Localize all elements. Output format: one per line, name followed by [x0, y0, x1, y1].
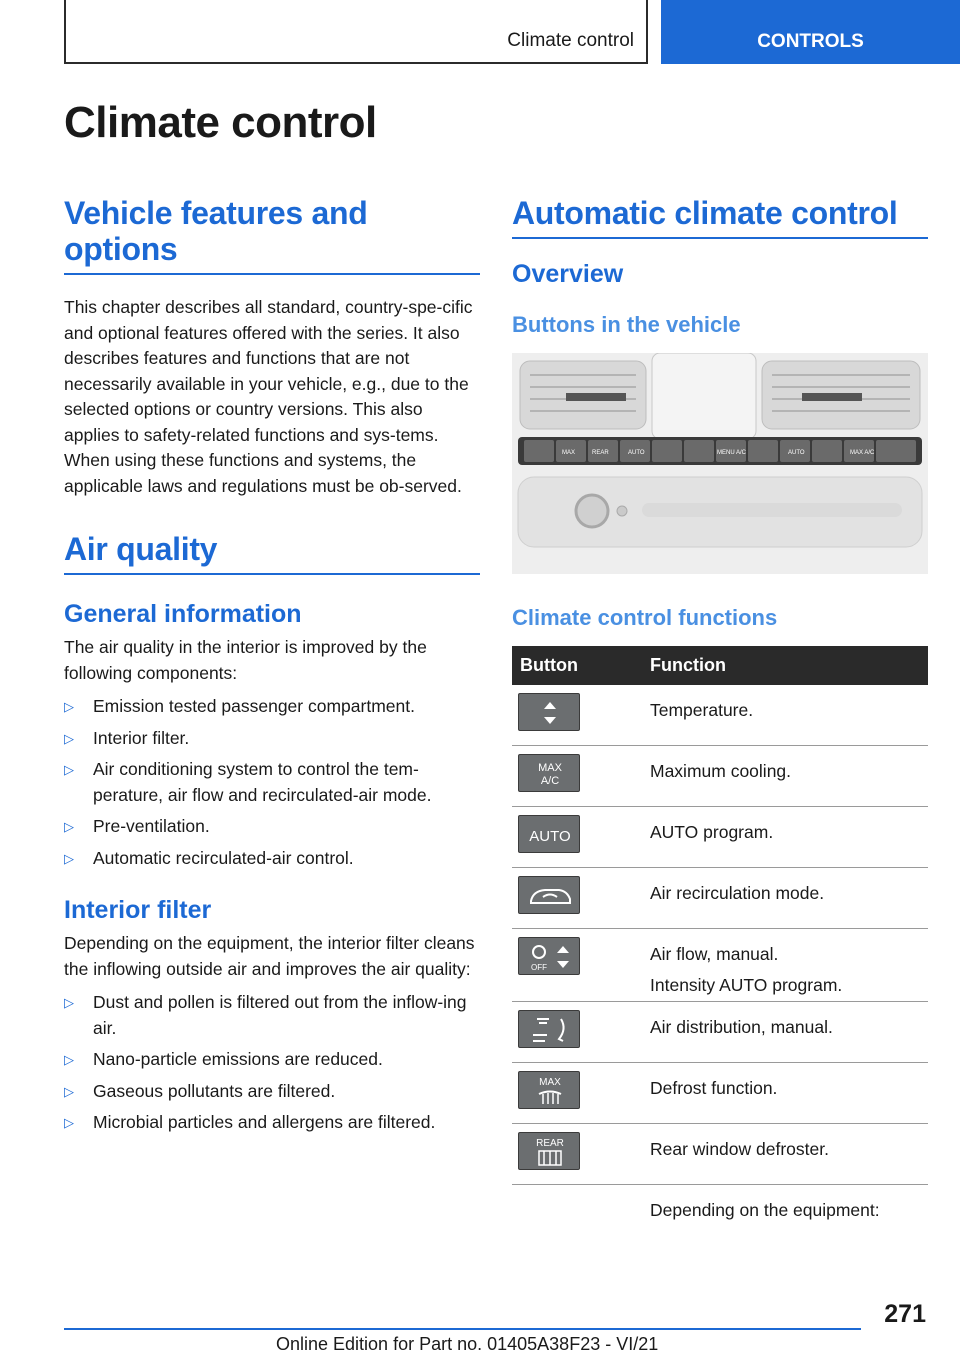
svg-text:A/C: A/C: [540, 775, 560, 787]
function-text: Air recirculation mode.: [642, 868, 928, 929]
heading-overview: Overview: [512, 260, 624, 288]
recirculation-car-icon: [518, 876, 580, 914]
list-item: ▷ Interior filter.: [64, 726, 480, 752]
max-ac-icon: [518, 754, 580, 792]
list-item: ▷ Microbial particles and allergens are filtered.: [64, 1110, 480, 1136]
left-column: [64, 195, 480, 1136]
footer-divider: [64, 1328, 861, 1330]
table-row: [512, 685, 928, 746]
panel-label: REAR: [592, 450, 609, 456]
triangle-bullet-icon: ▷: [64, 762, 74, 777]
page-number: 271: [884, 1300, 926, 1328]
climate-panel-photo: [512, 353, 928, 574]
footer-edition: Online Edition for Part no. 01405A38F23 - VI/21: [276, 1334, 659, 1354]
function-text: AUTO program.: [642, 807, 928, 868]
heading-air-quality: Air quality: [64, 531, 480, 575]
function-text: Air flow, manual.: [650, 944, 779, 964]
panel-label: MAX: [562, 450, 576, 456]
svg-text:OFF: OFF: [531, 963, 547, 972]
right-column: [512, 195, 928, 1245]
table-row: [512, 1002, 928, 1063]
heading-general-information: General information: [64, 600, 302, 628]
table-row: [512, 1063, 928, 1124]
function-text: Maximum cooling.: [642, 746, 928, 807]
heading-buttons-in-vehicle: Buttons in the vehicle: [512, 312, 741, 337]
air-distribution-icon: [518, 1010, 580, 1048]
triangle-bullet-icon: ▷: [64, 819, 74, 834]
interior-filter-text: Depending on the equipment, the interior filter cleans the inflowing outside air and improves the air quality:: [64, 933, 475, 979]
list-item: ▷ Dust and pollen is filtered out from the inflow-ing air.: [64, 992, 467, 1038]
filter-list: [64, 990, 480, 1136]
function-text: Intensity AUTO program.: [650, 975, 843, 995]
list-item: ▷ Automatic recirculated-air control.: [64, 846, 480, 872]
page-title: Climate control: [64, 98, 377, 147]
svg-text:REAR: REAR: [536, 1138, 564, 1149]
fan-off-arrows-icon: [518, 937, 580, 975]
table-row: [512, 807, 928, 868]
triangle-bullet-icon: ▷: [64, 1052, 74, 1067]
list-item: ▷ Pre-ventilation.: [64, 814, 480, 840]
defrost-max-icon: [518, 1071, 580, 1109]
list-item: ▷ Nano-particle emissions are reduced.: [64, 1047, 480, 1073]
function-text: Defrost function.: [642, 1063, 928, 1124]
svg-text:MAX: MAX: [539, 1077, 561, 1088]
components-list: [64, 694, 480, 871]
table-note: Depending on the equipment:: [650, 1200, 880, 1220]
temperature-arrows-icon: [518, 693, 580, 731]
header-section-title: Climate control: [507, 30, 634, 51]
function-text: Air distribution, manual.: [642, 1002, 928, 1063]
general-information-text: The air quality in the interior is improved by the following components:: [64, 637, 427, 683]
heading-vehicle-features: Vehicle features and options: [64, 195, 480, 275]
functions-table: [512, 646, 928, 1245]
vehicle-features-text: This chapter describes all standard, country-spe-cific and optional features offered with the series. It also describes features and functions that are not necessarily available in your vehicle, e.g., due to the selected options or country versions. This also applies to safety-related functions and sys-tems. When using these functions and systems, the applicable laws and regulations must be ob-served.: [64, 297, 473, 496]
svg-text:MAX: MAX: [538, 762, 562, 774]
auto-icon: [518, 815, 580, 853]
table-row: [512, 929, 928, 1002]
heading-automatic-climate-control: Automatic climate control: [512, 195, 928, 239]
rear-defroster-icon: [518, 1132, 580, 1170]
triangle-bullet-icon: ▷: [64, 995, 74, 1010]
list-item: ▷ Air conditioning system to control the tem-perature, air flow and recirculated-air mode.: [64, 759, 432, 805]
column-header-function: Function: [642, 646, 928, 685]
panel-label: AUTO: [628, 450, 645, 456]
panel-label: AUTO: [788, 450, 805, 456]
svg-text:AUTO: AUTO: [529, 828, 571, 845]
heading-climate-control-functions: Climate control functions: [512, 605, 778, 630]
list-item: ▷ Gaseous pollutants are filtered.: [64, 1079, 480, 1105]
triangle-bullet-icon: ▷: [64, 730, 74, 746]
table-header-row: [512, 646, 928, 685]
triangle-bullet-icon: ▷: [64, 1115, 74, 1130]
heading-interior-filter: Interior filter: [64, 896, 212, 924]
table-row: [512, 1185, 928, 1246]
header-chapter-tab[interactable]: CONTROLS: [661, 0, 960, 64]
panel-label: MENU A/C: [717, 450, 747, 456]
panel-label: MAX A/C: [850, 450, 875, 456]
triangle-bullet-icon: ▷: [64, 850, 74, 866]
climate-panel-illustration: [512, 353, 928, 574]
table-row: [512, 868, 928, 929]
table-row: [512, 746, 928, 807]
table-row: [512, 1124, 928, 1185]
triangle-bullet-icon: ▷: [64, 1083, 74, 1099]
column-header-button: Button: [512, 646, 642, 685]
triangle-bullet-icon: ▷: [64, 699, 74, 714]
function-text: Temperature.: [642, 685, 928, 746]
function-text: Rear window defroster.: [642, 1124, 928, 1185]
list-item: ▷ Emission tested passenger compartment.: [64, 694, 480, 720]
